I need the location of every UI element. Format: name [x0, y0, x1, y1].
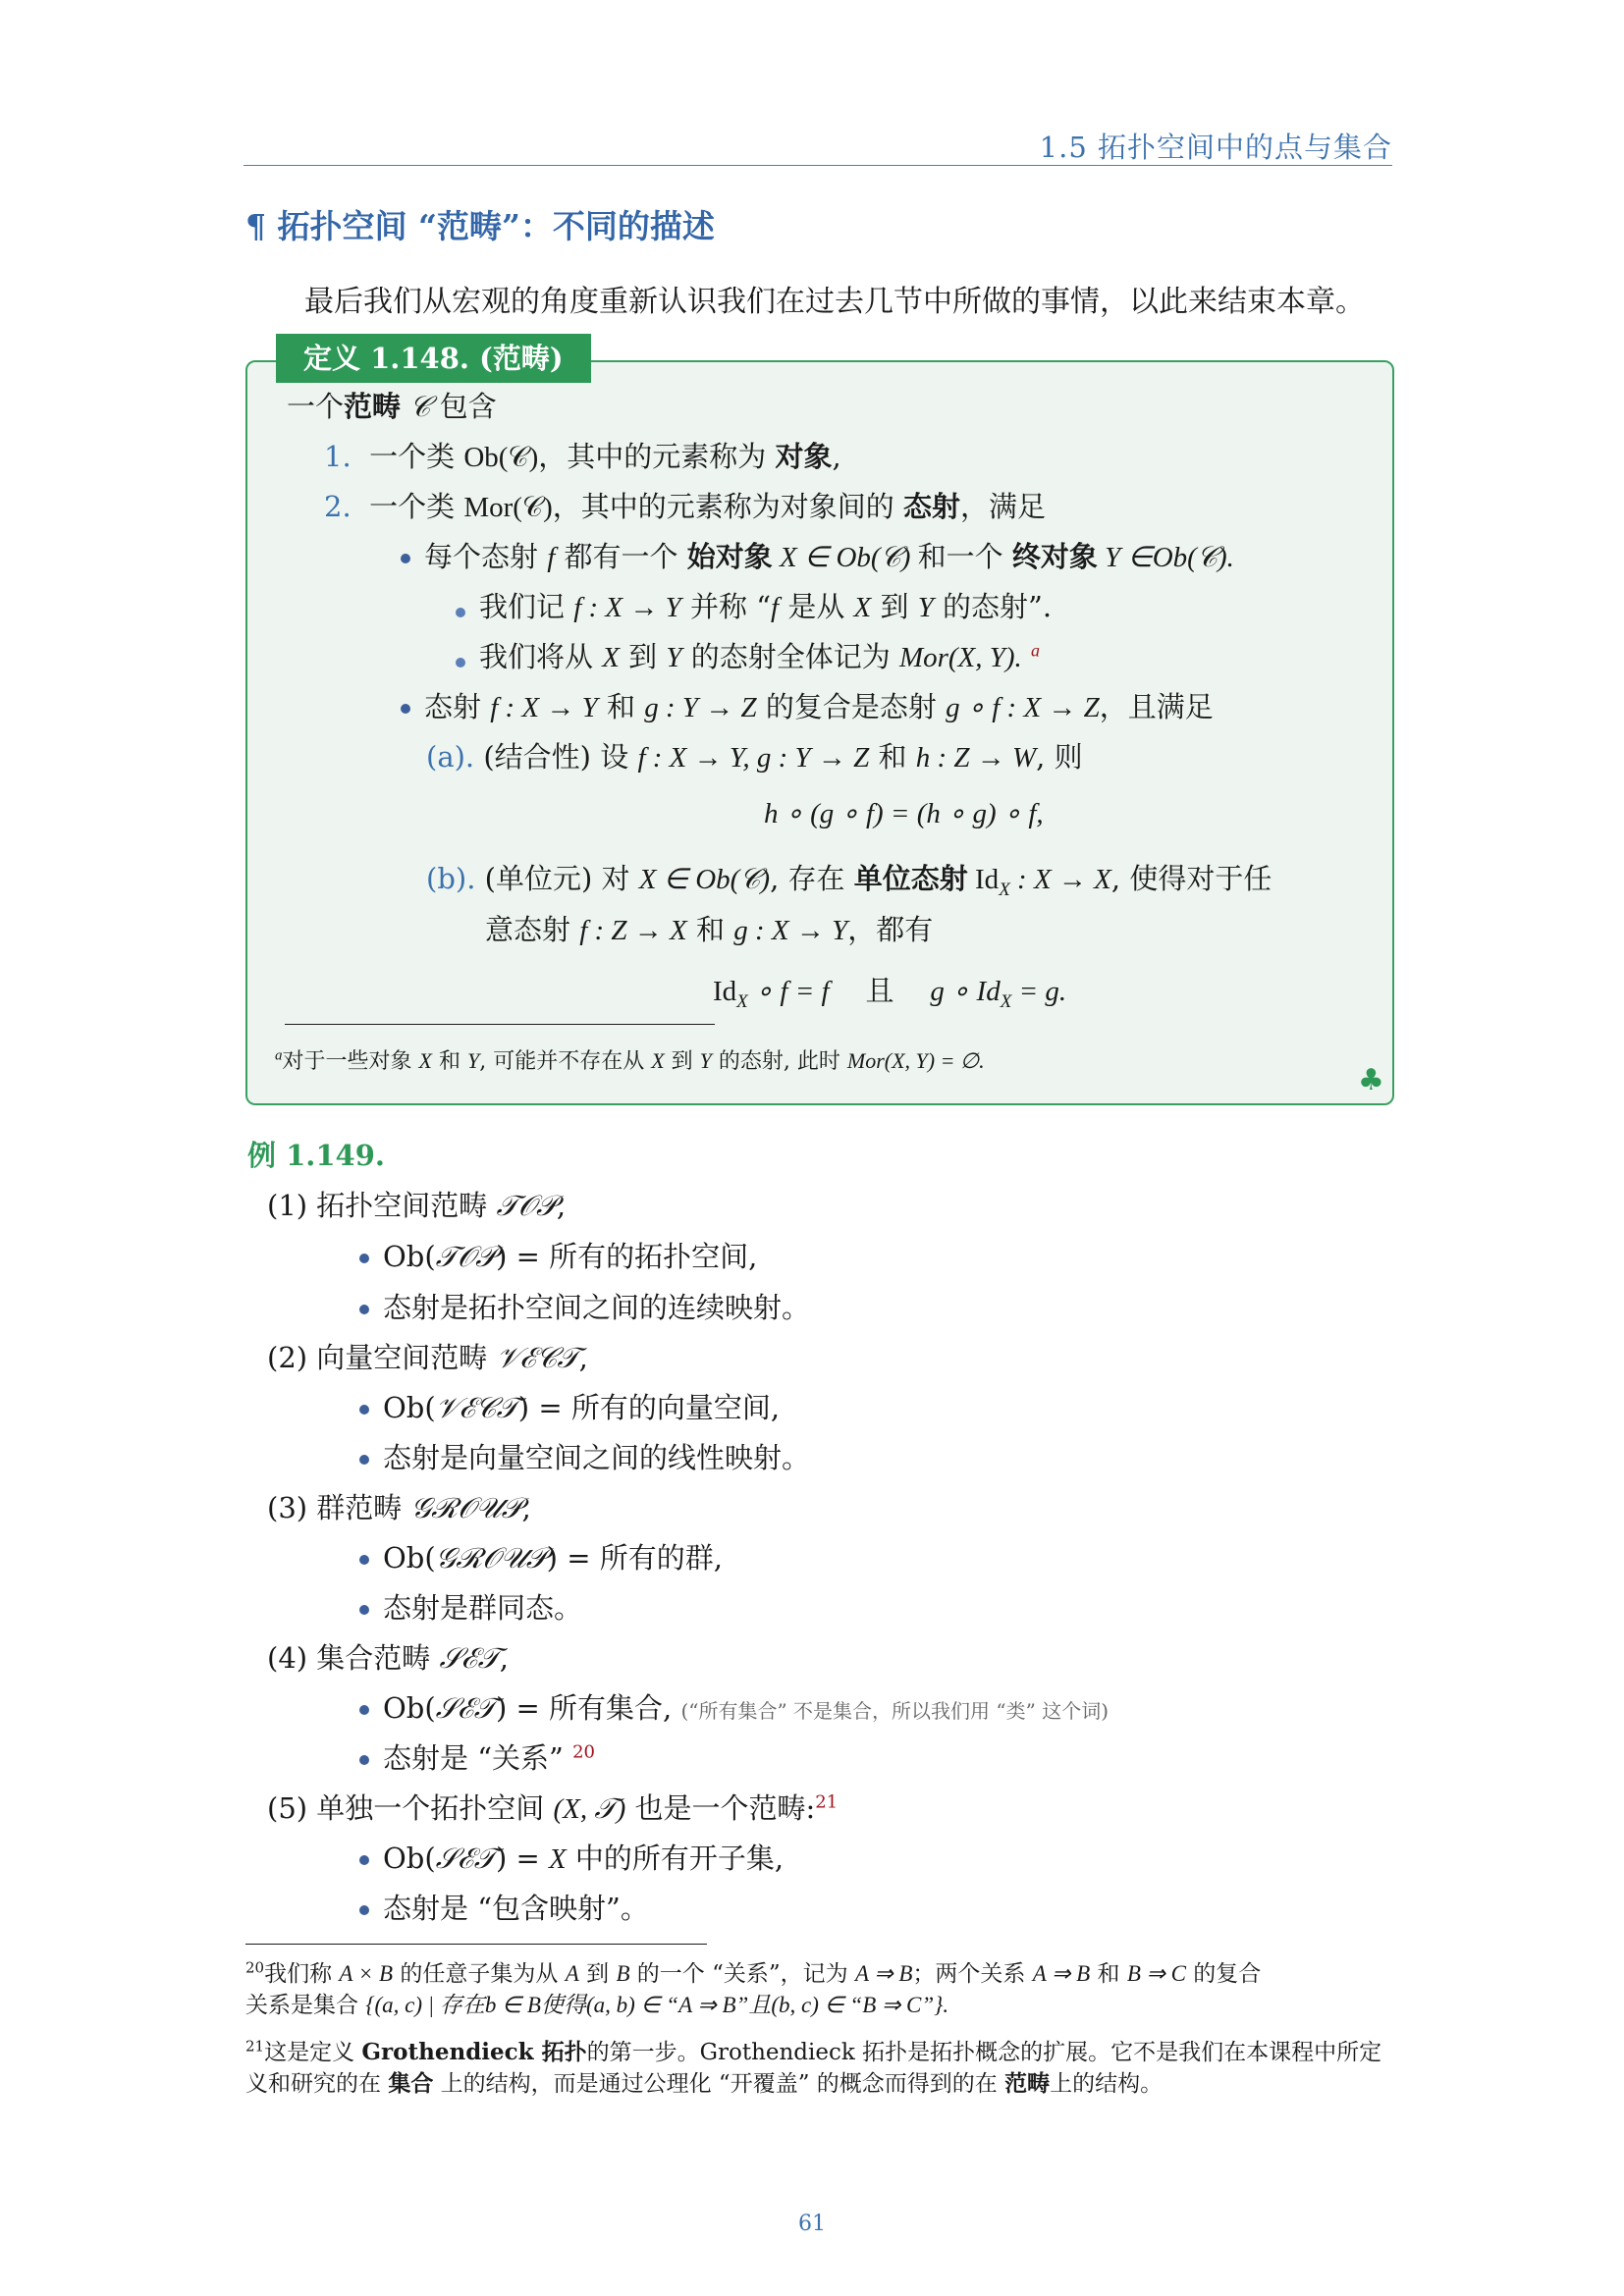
equation-associativity: h ∘ (g ∘ f) = (h ∘ g) ∘ f, [764, 798, 1044, 829]
example-4-note: (“所有集合” 不是集合，所以我们用 “类” 这个词) [680, 1699, 1110, 1723]
bullet-endpoints: 每个态射 f 都有一个 始对象 X ∈ Ob(𝒞) 和一个 终对象 Y ∈Ob(𝒞). [401, 535, 1234, 575]
example-4-morphisms: 态射是 “关系” $^{20}$ [359, 1736, 595, 1777]
footnote-rule [245, 1944, 707, 1945]
example-item-2: (2) 向量空间范畴 𝒱ℰ𝒞𝒯, [267, 1341, 588, 1374]
definition-footnote-rule [285, 1024, 715, 1025]
bullet-icon [359, 1755, 369, 1765]
footnote-mark-a[interactable]: a [1031, 640, 1041, 661]
definition-item-1: 1. 一个类 Ob(𝒞)，其中的元素称为 对象, [324, 440, 841, 473]
axiom-associativity: (a). (结合性) 设 f : X → Y, g : Y → Z 和 h : Z → W, 则 [426, 740, 1083, 774]
bullet-icon [359, 1605, 369, 1615]
header-section-title: 1.5 拓扑空间中的点与集合 [1039, 131, 1392, 164]
footnote-21-line-2: 义和研究的在 集合 上的结构，而是通过公理化 “开覆盖” 的概念而得到的在 范畴上的结构。 [245, 2070, 1164, 2097]
club-icon: ♣ [1358, 1063, 1384, 1097]
bullet-icon [359, 1254, 369, 1263]
bullet-composition: 态射 f : X → Y 和 g : Y → Z 的复合是态射 g ∘ f : X → Z，且满足 [401, 685, 1214, 725]
example-item-4: (4) 集合范畴 𝒮ℰ𝒯, [267, 1641, 510, 1675]
axiom-identity: (b). (单位元) 对 X ∈ Ob(𝒞), 存在 单位态射 $Id_X$ : X → X, 使得对于任 [426, 862, 1272, 900]
subbullet-notation: 我们记 f : X → Y 并称 “f 是从 X 到 Y 的态射”. [456, 585, 1052, 625]
definition-item-2: 2. 一个类 Mor(𝒞)，其中的元素称为对象间的 态射，满足 [324, 490, 1046, 523]
example-3-objects: Ob(𝒢ℛ𝒪𝒰𝒫) = 所有的群, [359, 1536, 723, 1576]
example-1-objects: Ob(𝒯𝒪𝒫) = 所有的拓扑空间, [359, 1235, 757, 1275]
intro-paragraph: 最后我们从宏观的角度重新认识我们在过去几节中所做的事情，以此来结束本章。 [304, 285, 1365, 319]
definition-lead: 一个范畴 𝒞 包含 [287, 390, 497, 423]
example-3-morphisms: 态射是群同态。 [359, 1586, 582, 1627]
example-5-morphisms: 态射是 “包含映射”。 [359, 1887, 649, 1927]
example-4-objects: Ob(𝒮ℰ𝒯) = 所有集合, (“所有集合” 不是集合，所以我们用 “类” 这个词) [359, 1686, 1109, 1727]
bullet-icon [359, 1455, 369, 1465]
running-header [244, 122, 1392, 166]
footnote-ref-20[interactable]: 20 [572, 1741, 595, 1763]
example-item-3: (3) 群范畴 𝒢ℛ𝒪𝒰𝒫, [267, 1491, 531, 1524]
example-title: 例 1.149. [247, 1139, 386, 1172]
footnote-20-line-1: $^{20}$我们称 A × B 的任意子集为从 A 到 B 的一个 “关系”，记为 A ⇒ B；两个关系 A ⇒ B 和 B ⇒ C 的复合 [245, 1958, 1262, 1987]
example-2-morphisms: 态射是向量空间之间的线性映射。 [359, 1436, 810, 1476]
example-item-1: (1) 拓扑空间范畴 𝒯𝒪𝒫, [267, 1189, 567, 1222]
subbullet-icon [456, 658, 465, 667]
bullet-icon [359, 1405, 369, 1415]
footnote-21-line-1: $^{21}$这是定义 Grothendieck 拓扑的第一步。Grothendieck 拓扑是拓扑概念的扩展。它不是我们在本课程中所定 [245, 2037, 1382, 2065]
example-item-5: (5) 单独一个拓扑空间 (X, 𝒯) 也是一个范畴:$^{21}$ [267, 1791, 839, 1825]
page-number: 61 [798, 2212, 826, 2236]
definition-footnote: $^a$对于一些对象 X 和 Y, 可能并不存在从 X 到 Y 的态射, 此时 Mor(X, Y) = ∅. [275, 1047, 985, 1074]
bullet-icon [359, 1905, 369, 1915]
equation-identity: $Id_X$ ∘ f = f 且 g ∘ $Id_X = g$. [713, 974, 1067, 1012]
example-5-objects: Ob(𝒮ℰ𝒯) = X 中的所有开子集, [359, 1837, 784, 1877]
bullet-icon [401, 554, 410, 563]
subbullet-mor-set: 我们将从 X 到 Y 的态射全体记为 Mor(X, Y). $^a$ [456, 635, 1040, 675]
axiom-identity-cont: 意态射 f : Z → X 和 g : X → Y，都有 [485, 913, 934, 946]
example-2-objects: Ob(𝒱ℰ𝒞𝒯) = 所有的向量空间, [359, 1386, 780, 1426]
bullet-icon [359, 1555, 369, 1565]
bullet-icon [359, 1705, 369, 1715]
footnote-20-line-2: 关系是集合 {(a, c) | 存在b ∈ B使得(a, b) ∈ “A ⇒ B”且(b, c) ∈ “B ⇒ C”}. [245, 1993, 949, 2018]
bullet-icon [359, 1305, 369, 1314]
footnote-ref-21[interactable]: 21 [815, 1791, 839, 1813]
bullet-icon [359, 1855, 369, 1865]
bullet-icon [401, 704, 410, 714]
example-1-morphisms: 态射是拓扑空间之间的连续映射。 [359, 1286, 810, 1326]
section-heading: ¶ 拓扑空间 “范畴”：不同的描述 [245, 207, 715, 245]
subbullet-icon [456, 608, 465, 617]
definition-title: 定义 1.148. (范畴) [276, 334, 591, 383]
